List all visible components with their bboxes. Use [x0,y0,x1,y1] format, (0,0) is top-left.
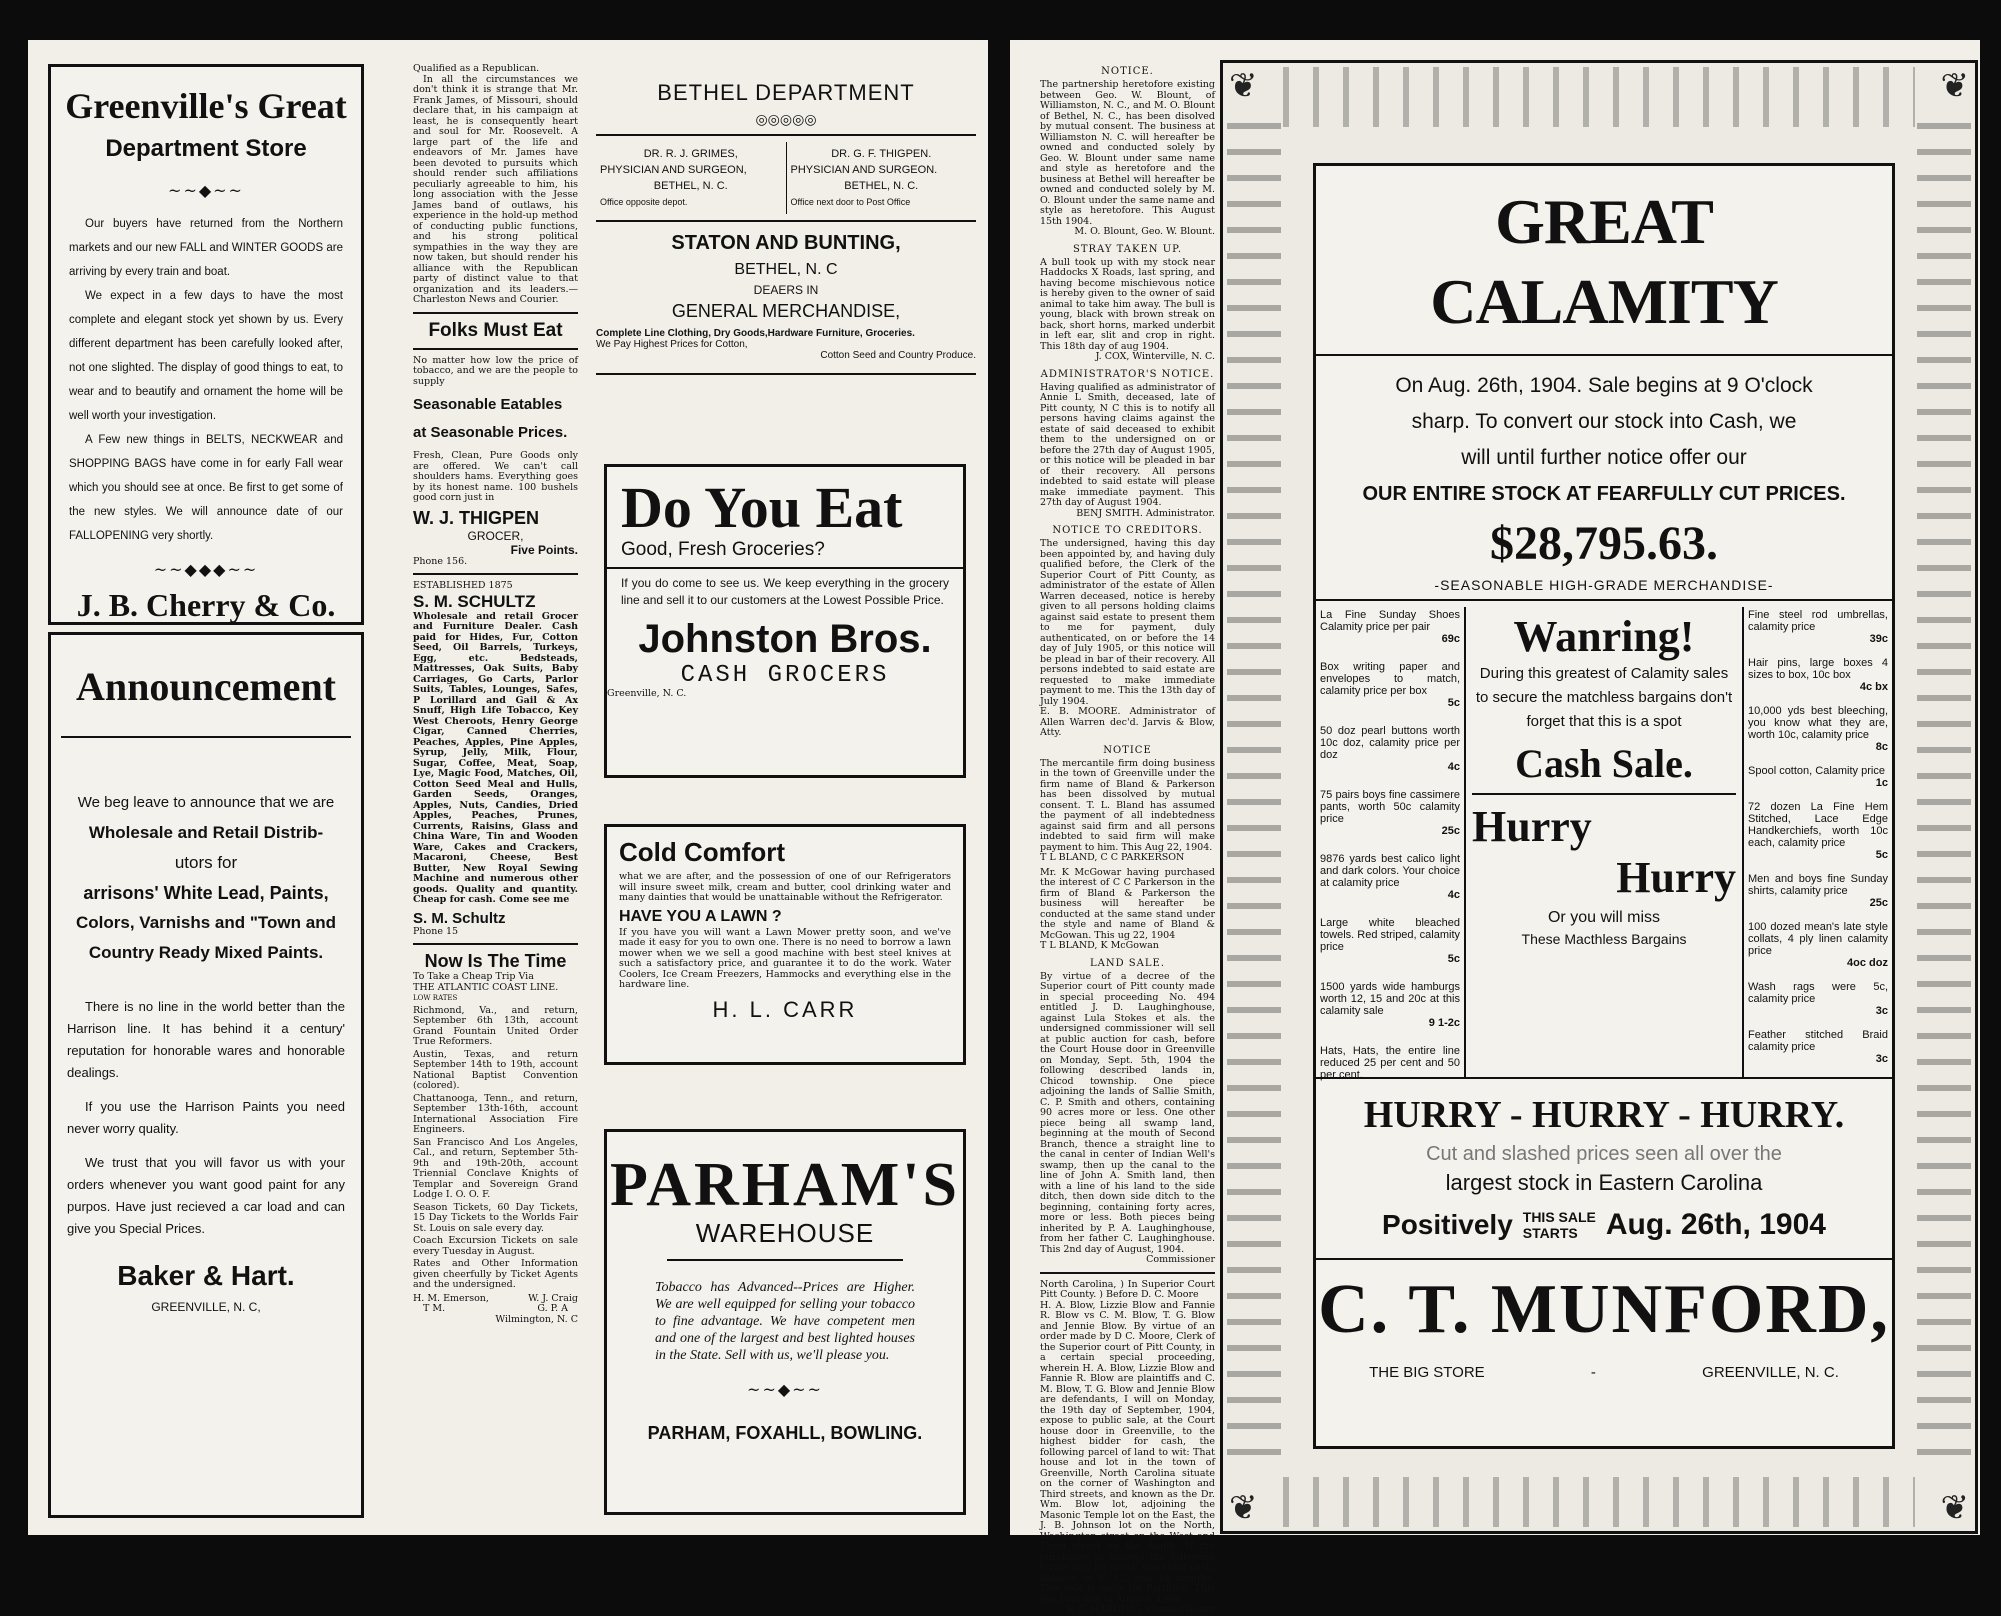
right-item-price: 8c [1875,741,1888,753]
left-item: Large white bleached towels. Red striped, calamity price [1320,917,1460,953]
holly-ornament-icon: ❦ [1940,1488,1969,1528]
right-item: 10,000 yds best bleeching, you know what they are, worth 10c, calamity price [1748,705,1888,741]
left-item-price: 5c [1447,953,1460,965]
baker-line: Wholesale and Retail Distrib- [88,823,324,842]
time-title: Now Is The Time [424,951,567,971]
notice-heading: NOTICE TO CREDITORS. [1052,525,1203,536]
grimes-place: BETHEL, N. C. [653,180,728,192]
decorative-border-left [1227,123,1281,1473]
announcement-title: Announcement [75,664,337,709]
folks-text-2: Fresh, Clean, Pure Goods only are offered. We can't call shoulders hams. Everything goes by its honest name. 100 bushels good corn just in [413,450,578,503]
thigpen-doctor-role: PHYSICIAN AND SURGEON. [790,164,938,176]
cherry-signature: J. B. Cherry & Co. [76,587,336,623]
notice-text: A bull took up with my stock near Haddocks X Roads, last spring, and having become mischievous notice is hereby given to the owner of said animal to take him away. The bull is young, black with brown streak on back, short horns, marked underbit in left ear, slit and crop in right. This 18th day of aug 1904. [1040,256,1215,352]
right-item: Hair pins, large boxes 4 sizes to box, 10c box [1748,657,1888,681]
thigpen-doctor-name: DR. G. F. THIGPEN. [831,148,932,160]
schultz-signature: S. M. Schultz [413,909,506,927]
left-item: Hats, Hats, the entire line reduced 25 per cent and 50 per cent. [1320,1045,1460,1081]
cherry-paragraph: We expect in a few days to have the most complete and elegant stock yet shown by us. Every different department has been carefully looked after, not one slighted. The display of good things to eat, to wear and to beautify and ornament the home will be well worth your investigation. [69,290,343,422]
folks-big: Seasonable Eatables at Seasonable Prices. [413,396,568,441]
decorative-border-top [1283,67,1915,127]
grimes-name: DR. R. J. GRIMES, [643,148,738,160]
carr-title: Cold Comfort [619,837,786,867]
wanring-heading: Wanring! [1513,612,1695,661]
munford-amount: $28,795.63. [1490,517,1718,570]
right-item-price: 3c [1875,1005,1888,1017]
carr-ad [604,824,966,1065]
right-item-price: 39c [1869,633,1888,645]
phone: Phone 15 [413,925,459,937]
cash-sale: Cash Sale. [1515,741,1693,786]
thigpen-doctor-place: BETHEL, N. C. [844,180,919,192]
carr-lawn-text: If you have you will want a Lawn Mower pretty soon, and we've made it easy for you to own one. There is no need to borrow a lawn mower when we we sell a good machine with best steel knives at such a satisfactory price, and guarantee it to do the work. Water Coolers, Ice Cream Freezers, Hammocks and everything else in the hardware line. [619,926,951,990]
notice-heading: NOTICE [1103,744,1152,756]
right-item: Spool cotton, Calamity price [1748,765,1885,777]
notice-text: The partnership heretofore existing between Geo. W. Blount, of Williamston, N. C., and M. O. Blount of Bethel, N. C., has been disolved by mutual consent. The business at Williamston N. C. will hereafter be owned and conducted solely by Geo. W. Blount under same name and style as heretofore and the business at Bethel will hereafter be owned and conducted solely by M. O. Blount under the same name and style as heretofore. This August 15th 1904. [1040,79,1215,227]
baker-paragraph: We trust that you will favor us with your orders whenever you want good paint for any purpos. Have just recieved a car load and can give you Special Prices. [67,1155,345,1236]
time-item: San Francisco And Los Angeles, Cal., and return, September 5th-9th and 19th-20th, account Triennial Conclave Knights of Templar and Sovereign Grand Lodge I. O. O. F. [413,1136,578,1200]
time-item: Season Tickets, 60 Day Tickets, 15 Day Tickets to the Worlds Fair St. Louis on sale every day. [413,1201,578,1234]
republican-heading: Qualified as a Republican. [413,63,540,74]
starts-text: STARTS [1522,1225,1578,1241]
baker-signature: Baker & Hart. [117,1260,295,1291]
left-item-price: 5c [1447,697,1460,709]
decorative-border-bottom [1283,1477,1915,1527]
munford-seasonable: -SEASONABLE HIGH-GRADE MERCHANDISE- [1434,577,1774,593]
left-page [28,40,988,1535]
right-item-price: 4oc doz [1847,957,1888,969]
cherry-paragraph: Our buyers have returned from the Northern markets and our new FALL and WINTER GOODS are arriving by every train and boat. [69,218,343,278]
thigpen-name: W. J. THIGPEN [413,507,540,528]
time-sig: G. P. A [537,1303,568,1314]
time-sig: Wilmington, N. C [495,1313,578,1325]
right-item-price: 25c [1869,897,1888,909]
grimes-role: PHYSICIAN AND SURGEON, [600,164,747,176]
notice-sig: T L BLAND, K McGowan [1040,940,1159,951]
schultz-text: Wholesale and retail Grocer and Furniture Dealer. Cash paid for Hides, Fur, Cotton Seed, Oil Barrels, Turkeys, Egg, etc. Bedsteads, Mattresses, Oak Suits, Baby Carriages, Go Carts, Parlor Suits, Tables, Lounges, Safes, P Lorillard and Gail & Ax Snuff, High Life Tobacco, Key West Cheroots, Henry George Cigar, Canned Cherries, Peaches, Apples, Pine Apples, Syrup, Jelly, Milk, Flour, Sugar, Coffee, Meat, Soap, Lye, Magic Food, Matches, Oil, Cotton Seed Meal and Hulls, Garden Seeds, Oranges, Apples, Nuts, Candies, Dried Apples, Peaches, Prunes, Currents, Raisins, Glass and China Ware, Tin and Wooden Ware, Cakes and Crackers, Macaroni, Cheese, Best Butter, New Royal Sewing Machine and numerous other goods. Quality and quantity. Cheap for cash. Come see me [413,610,578,905]
baker-paragraph: There is no line in the world better than the Harrison line. It has behind it a century' reputation for honorable wares and honorable dealings. [67,999,345,1080]
thigpen-doctor-office: Office next door to Post Office [790,197,911,207]
time-sub-1: To Take a Cheap Trip Via [413,971,534,982]
cherry-title-2: Department Store [105,135,307,162]
miss-text: Or you will miss [1547,909,1660,926]
carr-lawn: HAVE YOU A LAWN ? [619,907,782,925]
baker-line: utors for [174,853,238,872]
left-item-price: 4c [1447,889,1460,901]
time-low: LOW RATES [413,994,458,1002]
munford-title: GREAT CALAMITY [1430,186,1778,337]
right-item: Fine steel rod umbrellas, calamity price [1748,609,1888,633]
time-item: Rates and Other Information given cheerfully by Ticket Agents and the undersigned. [413,1258,578,1290]
right-item: Feather stitched Braid calamity price [1748,1029,1888,1053]
ornament: ~~◆◆◆~~ [153,560,259,579]
notice-sig: J. COX, Winterville, N. C. [1095,351,1215,362]
notice-text: Mr. K McGowar having purchased the interest of C C Parkerson in the firm of Bland & Parkerson the business will hereafter be conducted at the same stand under the style and name of Bland & McGowan. This ug 22, 1904 [1040,866,1215,941]
ornament: ~~◆~~ [168,181,244,200]
folks-title: Folks Must Eat [428,319,563,341]
munford-line-bold: OUR ENTIRE STOCK AT FEARFULLY CUT PRICES. [1362,483,1846,505]
hurry-2: Hurry [1616,853,1736,902]
bethel-title: BETHEL DEPARTMENT [657,80,915,105]
time-item: Austin, Texas, and return September 14th to 19th, account National Baptist Convention (colored). [413,1048,578,1091]
baker-hart-ad [48,632,364,1518]
notice-sig: E. B. MOORE. Administrator of Allen Warren dec'd. Jarvis & Blow, Atty. [1040,706,1215,738]
munford-place: GREENVILLE, N. C. [1702,1364,1839,1381]
munford-name: C. T. MUNFORD, [1318,1271,1890,1348]
time-item: Coach Excursion Tickets on sale every Tuesday in August. [413,1235,578,1257]
johnston-sub: Good, Fresh Groceries? [621,539,825,560]
right-page [1010,40,1980,1615]
cut-text: Cut and slashed prices seen all over the [1426,1143,1782,1165]
staton-title: STATON AND BUNTING, [671,232,901,254]
notice-sig: F. C. HARDING, Commissioner [1066,1604,1215,1615]
munford-ad [1220,60,1978,1534]
staton-pay-2: Cotton Seed and Country Produce. [820,350,976,361]
time-sig: H. M. Emerson, [413,1292,489,1304]
carr-name: H. L. CARR [712,996,858,1022]
left-item-price: 9 1-2c [1428,1017,1460,1029]
baker-place: GREENVILLE, N. C, [151,1300,261,1314]
notices-column [1040,60,1215,1615]
baker-line: Country Ready Mixed Paints. [88,943,324,962]
left-item: Box writing paper and envelopes to match, calamity price per box [1320,661,1460,697]
right-item-price: 4c bx [1859,681,1888,693]
grimes-office: Office opposite depot. [600,197,688,207]
left-item: 50 doz pearl buttons worth 10c doz, calamity price per doz [1320,725,1460,761]
time-sub-2: THE ATLANTIC COAST LINE. [413,981,559,993]
schultz-name: S. M. SCHULTZ [413,591,536,611]
notice-text: H. A. Blow, Lizzie Blow and Fannie R. Blow vs C. M. Blow, T. G. Blow and Jennie Blow. By virtue of an order made by D C. Moore, Clerk of the Superior court of Pitt County, in a certain special proceeding, wherein H. A. Blow, Lizzie Blow and Fannie R. Blow are plaintiffs and C. M. Blow, T. G. Blow and Jennie Blow are defendants, I will on Monday, the 19th day of September, 1904, expose to public sale, at the Court house door in Greenville, to the highest bidder for cash, the following parcel of land to wit: That house and lot in the town of Greenville, North Carolina situate on the corner of Washington and Third streets, and known as the Dr. Wm. Blow lot, adjoining the Masonic Temple lot on the East, the J. B. Johnson lot on the North, Washington street on the West and Third street on the South. If the purchaser so desires the following terms may be made, one third cash, balance in 6, 12, and 18 months. This sale is made for Partition. This the 16th day of August, 1904. [1040,1299,1215,1605]
notice-sig: M. O. Blount, Geo. W. Blount. [1074,226,1215,237]
dash: - [1590,1364,1596,1381]
notice-text: Having qualified as administrator of Annie L Smith, deceased, late of Pitt county, N C this is to notify all persons having claims against the estate of said deceased to exhibit them to the undersigned on or before the 27th day of August 1905, or this notice will be pleaded in bar of their recovery. All persons indebted to said estate will please make immediate payment. This 27th day of August 1904. [1040,381,1215,508]
cherry-paragraph: A Few new things in BELTS, NECKWEAR and SHOPPING BAGS have come in for early Fall wear which you should see at once. Be first to get some of the new styles. We will announce date of our FALLOPENING very shortly. [69,434,343,542]
time-sig: T M. [423,1303,446,1314]
carr-text: what we are after, and the possession of one of our Refrigerators will insure sweet milk, cream and butter, cool drinking water and many dainties that would be unattainable without the Refrigerator. [619,871,951,903]
schultz-est: ESTABLISHED 1875 [413,580,513,591]
baker-line: Colors, Varnishs and "Town and [76,913,336,932]
staton-line: Complete Line Clothing, Dry Goods,Hardware Furniture, Groceries. [596,328,915,339]
left-item: La Fine Sunday Shoes Calamity price per pair [1320,609,1460,633]
staton-gm: GENERAL MERCHANDISE, [671,301,901,321]
largest-text: largest stock in Eastern Carolina [1445,1170,1763,1195]
positively-text: Positively [1382,1209,1513,1240]
baker-line: arrisons' White Lead, Paints, [83,883,329,903]
decorative-border-right [1917,123,1971,1473]
parham-sub: WAREHOUSE [695,1218,875,1248]
holly-ornament-icon: ❦ [1940,66,1969,106]
left-item-price: 4c [1447,761,1460,773]
ornament: ~~◆~~ [747,1380,823,1399]
thigpen-place: Five Points. [510,542,578,557]
parham-ad [604,1129,966,1515]
johnston-title: Do You Eat [621,475,903,540]
holly-ornament-icon: ❦ [1229,66,1258,106]
this-sale-text: THIS SALE [1522,1209,1596,1225]
staton-pay: We Pay Highest Prices for Cotton, [596,339,748,350]
hurry-1: Hurry [1472,802,1592,851]
republican-text: In all the circumstances we don't think it is strange that Mr. Frank James, of Missouri, should declare that, in his campaign at least, he is consequently heart and soul for Mr. Roosevelt. A large part of the life and endeavors of Mr. James have been devoted to pursuits which should render such affiliations peculiarly agreeable to him, his long association with the Jesse James band of outlaws, his experience in the hold-up method of conducting public functions, and his strong political sympathies in the way they are now taken, but should render his alliance with the Republican party of distinct value to that organization and its leaders.—Charleston News and Courier. [413,73,578,305]
johnston-name: Johnston Bros. [638,617,932,661]
thigpen-phone: Phone 156. [413,555,468,567]
notice-heading: ADMINISTRATOR'S NOTICE. [1040,368,1215,380]
wanring-text: During this greatest of Calamity sales to secure the matchless bargains don't forget that this is a spot [1475,665,1733,730]
thigpen-role: GROCER, [467,528,524,543]
notice-sig: BENJ SMITH. Administrator. [1076,507,1215,519]
johnston-cash: CASH GROCERS [680,662,890,689]
notice-sig: T L BLAND, C C PARKERSON [1040,852,1185,863]
bethel-ornament: ◎◎◎◎◎ [755,112,817,128]
parham-text: Tobacco has Advanced--Prices are Higher. We are well equipped for selling your tobacco to fine advantage. We have competent men and one of the largest and best lighted houses in the State. Sell with us, we'll please you. [655,1280,915,1363]
column-three [596,64,976,1514]
right-item-price: 5c [1875,849,1888,861]
time-item: Chattanooga, Tenn., and return, September 13th-16th, account International Association Fire Engineers. [413,1092,578,1135]
munford-line: will until further notice offer our [1461,446,1747,469]
folks-text: No matter how low the price of tobacco, and we are the people to supply [413,354,578,387]
baker-paragraph: If you use the Harrison Paints you need never worry quality. [67,1099,345,1136]
right-item: 100 dozed mean's late style collats, 4 ply linen calamity price [1748,921,1888,957]
time-item: Richmond, Va., and return, September 6th 13th, account Grand Fountain United Order True Reformers. [413,1004,578,1047]
parham-title: PARHAM'S [609,1151,961,1219]
time-sig: W. J. Craig [528,1292,578,1304]
johnston-place: Greenville, N. C. [607,688,687,699]
notice-heading: North Carolina, ) In Superior Court Pitt County. ) Before D. C. Moore [1040,1278,1215,1300]
staton-dealers: DEAERS IN [753,283,819,297]
notice-heading: NOTICE. [1101,66,1154,77]
left-item: 9876 yards best calico light and dark colors. Your choice at calamity price [1320,853,1460,889]
cherry-title-1: Greenville's Great [65,86,347,126]
left-item-price: 25c [1441,825,1460,837]
johnston-ad [604,464,966,778]
left-item: 1500 yards wide hamburgs worth 12, 15 and 20c at this calamity sale [1320,981,1460,1017]
left-item-price: 69c [1441,633,1460,645]
munford-line: sharp. To convert our stock into Cash, we [1411,410,1797,433]
holly-ornament-icon: ❦ [1229,1488,1258,1528]
parham-names: PARHAM, FOXAHLL, BOWLING. [647,1423,923,1443]
right-item-price: 1c [1875,777,1888,789]
right-item: 72 dozen La Fine Hem Stitched, Lace Edge Handkerchiefs, worth 10c each, calamity price [1748,801,1888,849]
notice-heading: LAND SALE. [1090,957,1165,969]
notice-heading: STRAY TAKEN UP. [1073,243,1182,255]
cherry-ad [48,64,364,625]
right-item-price: 3c [1875,1053,1888,1065]
sale-date: Aug. 26th, 1904 [1605,1208,1826,1241]
column-two [413,64,578,1514]
notice-text: By virtue of a decree of the Superior court of Pitt county made in special proceeding No. 494 entitled J. D. Laughinghouse, against Lula Stokes et als. the undersigned commissioner will sell at public auction for cash, before the Court House door in Greenville on Monday, Sept. 5th, 1904 the following described lands in, Chicod township. One piece adjoining the lands of Sallie Smith, C. P. Smith and others, containing 90 acres more or less. One other piece being all swamp land, beginning at the mouth of Second Branch, thence a straight line to the canal in center of Indian Well's swamp, then up the canal to the line of John A. Smith land, then with a line of his land to the side ditch, then down side ditch to the beginning, containing forty acres, more or less. Both pieces being inherited by P. A. Laughinghouse, from her father C. Laughinghouse. This 2nd day of August, 1904. [1040,970,1215,1255]
right-item: Wash rags were 5c, calamity price [1748,981,1888,1005]
right-item: Men and boys fine Sunday shirts, calamity price [1748,873,1888,897]
johnston-text: If you do come to see us. We keep everything in the grocery line and sell it to our customers at the Lowest Possible Price. [621,576,949,607]
munford-line: On Aug. 26th, 1904. Sale begins at 9 O'clock [1395,374,1813,397]
notice-sig: Commissioner [1146,1254,1215,1265]
bargains-text: These Macthless Bargains [1521,931,1687,947]
staton-place: BETHEL, N. C [734,261,838,278]
left-item: 75 pairs boys fine cassimere pants, worth 50c calamity price [1320,789,1460,825]
hurry-big: HURRY - HURRY - HURRY. [1363,1094,1845,1136]
big-store-text: THE BIG STORE [1369,1364,1485,1381]
notice-text: The undersigned, having this day been appointed by, and having duly qualified before, the Clerk of the Superior Court of Pitt County, as administrator of the estate of Allen Warren deceased, notice is hereby given to all persons holding claims against said estate to present them to me for payment, duly authenticated, on or before the 14 day of July 1905, or this notice will be plead in bar of their recovery. All persons indebted to said estate are requested to make immediate payment to me. This the 13th day of July 1904. [1040,538,1215,707]
baker-line: We beg leave to announce that we are [77,794,335,811]
notice-text: The mercantile firm doing business in the town of Greenville under the firm name of Bland & Parkerson has been dissolved by mutual consent. T. L. Bland has assumed the payment of all indebtedness against said firm and all persons indebted to said firm will make payment to him. This Aug 22, 1904. [1040,757,1215,853]
